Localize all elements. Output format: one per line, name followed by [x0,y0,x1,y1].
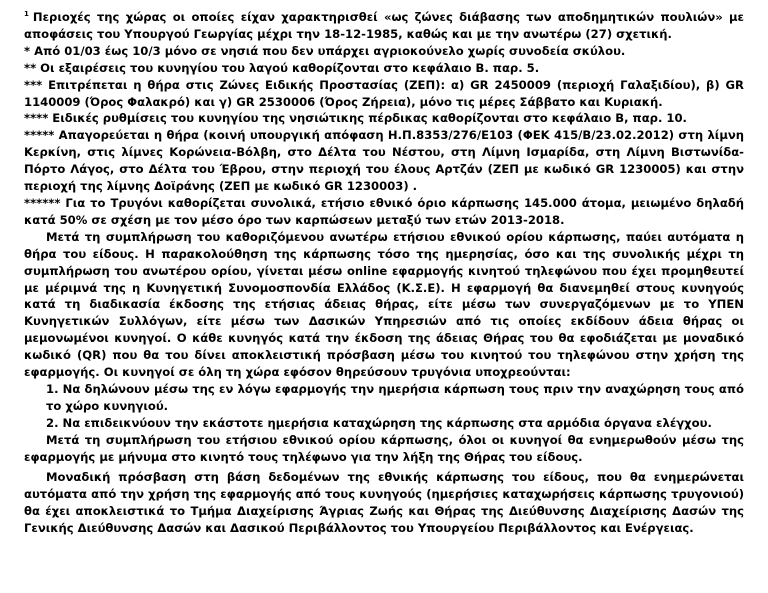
body-paragraph-1: Μετά τη συμπλήρωση του καθοριζόμενου ανωτέρω ετήσιου εθνικού ορίου κάρπωσης, παύει αυτόματα η θήρα του είδους. Η παρακολούθηση της κάρπωσης τόσο της ημερησίας, όσο και της συνολικής μέχρι τη συμπλήρωση του ανωτέρου ορίου, γίνεται μέσω online εφαρμογής κινητού τηλεφώνου που έχει προμηθευτεί με μέριμνά της η Κυνηγετική Συνομοσπονδία Ελλάδος (Κ.Σ.Ε). Η εφαρμογή θα διανεμηθεί στους κυνηγούς κατά τη διαδικασία έκδοσης της ετήσιας άδειας θήρας, είτε μέσω των συνεργαζόμενων με το ΥΠΕΝ Κυνηγετικών Συλλόγων, είτε μέσω των Δασικών Υπηρεσιών από τις οποίες εκδίδουν άδεια θήρας οι μεμονωμένοι κυνηγοί. Ο κάθε κυνηγός κατά την έκδοση της άδειας Θήρας του θα εφοδιάζεται με μοναδικό κωδικό (QR) που θα του δίνει αποκλειστική πρόσβαση μέσω του κινητού του τηλεφώνου στην χρήση της εφαρμογής. Οι κυνηγοί σε όλη τη χώρα εφόσον θηρεύσουν τρυγόνια υποχρεούνται: [24,229,744,380]
note-star-4: **** Ειδικές ρυθμίσεις του κυνηγίου της νησιώτικης πέρδικας καθορίζονται στο κεφάλαιο Β, παρ. 10. [24,111,687,126]
note-star-6: ****** Για το Τρυγόνι καθορίζεται συνολικά, ετήσιο εθνικό όριο κάρπωσης 145.000 άτομα, μειωμένο δηλαδή κατά 50% σε σχέση με τον μέσο όρο των καρπώσεων μεταξύ των ετών 2013-2018. [24,195,744,227]
footnote-marker: 1 [24,10,29,18]
list-item-1: 1. Να δηλώνουν μέσω της εν λόγω εφαρμογής την ημερήσια κάρπωση τους πριν την αναχώρηση τους από το χώρο κυνηγιού. [46,381,744,413]
list-item-2: 2. Να επιδεικνύουν την εκάστοτε ημερήσια καταχώρηση της κάρπωσης στα αρμόδια όργανα ελέγχου. [46,415,712,430]
note-star-5: ***** Απαγορεύεται η θήρα (κοινή υπουργική απόφαση Η.Π.8353/276/Ε103 (ΦΕΚ 415/Β/23.02.2012) στη λίμνη Κερκίνη, στις λίμνες Κορώνεια-Βόλβη, στο Δέλτα του Νέστου, στη Λίμνη Ισμαρίδα, στη Λίμνη Βιστωνίδα-Πόρτο Λάγος, στο Δέλτα του Έβρου, στην περιοχή του έλους Αρτζάν (ΖΕΠ με κωδικό GR 1230005) και στην περιοχή της λίμνης Δοϊράνης (ΖΕΠ με κωδικό GR 1230003) . [24,128,744,194]
body-paragraph-3: Μοναδική πρόσβαση στη βάση δεδομένων της εθνικής κάρπωσης του είδους, που θα ενημερώνεται αυτόματα από την χρήση της εφαρμογής από τους κυνηγούς (ημερήσιες καταχωρήσεις κάρπωσης τρυγονιού) θα έχει αποκλειστικά το Τμήμα Διαχείρισης Άγριας Ζωής και Θήρας της Διεύθυνσης Διαχείρισης Δασών της Γενικής Διεύθυνσης Δασών και Δασικού Περιβάλλοντος του Υπουργείου Περιβάλλοντος και Ενέργειας. [24,470,744,536]
footnote-1 [24,9,744,43]
note-star-1: * Από 01/03 έως 10/3 μόνο σε νησιά που δεν υπάρχει αγριοκούνελο χωρίς συνοδεία σκύλου. [24,43,626,58]
note-star-3: *** Επιτρέπεται η θήρα στις Ζώνες Ειδικής Προστασίας (ΖΕΠ): α) GR 2450009 (περιοχή Γαλαξιδίου), β) GR 1140009 (Όρος Φαλακρό) και γ) GR 2530006 (Όρος Ζήρεια), μόνο τις μέρες Σάββατο και Κυριακή. [24,77,744,109]
footnote-1-text: Περιοχές της χώρας οι οποίες είχαν χαρακτηρισθεί «ως ζώνες διάβασης των αποδημητικών πουλιών» με αποφάσεις του Υπουργού Γεωργίας μέχρι την 18-12-1985, καθώς και με την ανωτέρω (27) σχετική. [24,10,744,41]
note-star-2: ** Οι εξαιρέσεις του κυνηγίου του λαγού καθορίζονται στο κεφάλαιο Β. παρ. 5. [24,60,540,75]
body-paragraph-2: Μετά τη συμπλήρωση του ετήσιου εθνικού ορίου κάρπωσης, όλοι οι κυνηγοί θα ενημερωθούν μέσω της εφαρμογής με μήνυμα στο κινητό τους τηλέφωνο για την λήξη της Θήρας του είδους. [24,432,744,464]
